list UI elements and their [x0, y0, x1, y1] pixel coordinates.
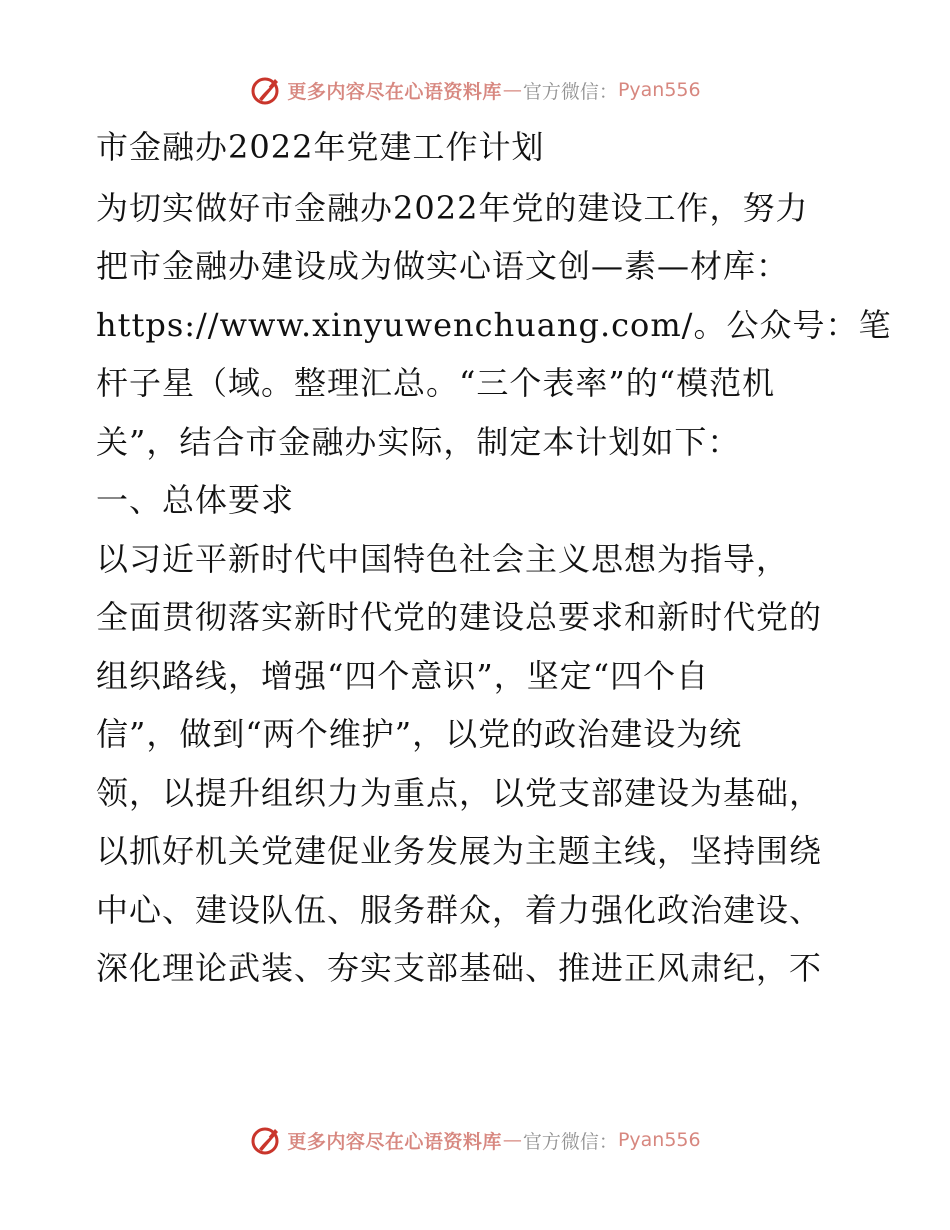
body-line: 领，以提升组织力为重点，以党支部建设为基础，: [96, 773, 823, 812]
body-line: 深化理论武装、夯实支部基础、推进正风肃纪，不: [96, 949, 823, 987]
body-line: 关”，结合市金融办实际，制定本计划如下：: [96, 422, 741, 461]
body-line: 以抓好机关党建促业务发展为主题主线，坚持围绕: [96, 832, 823, 870]
body-line: 以习近平新时代中国特色社会主义思想为指导，: [96, 539, 790, 578]
watermark-label: 官方微信：: [522, 80, 618, 103]
watermark-footer: [0, 1120, 950, 1160]
body-line: 中心、建设队伍、服务群众，着力强化政治建设、: [96, 890, 823, 929]
body-line: 杆子星（域。整理汇总。“三个表率”的“模范机: [96, 364, 776, 402]
quill-pen-logo-icon: [249, 1123, 283, 1157]
quill-pen-logo-icon: [249, 73, 283, 107]
body-line: 为切实做好市金融办2022年党的建设工作，努力: [96, 188, 809, 227]
watermark-dash: —: [502, 79, 522, 101]
body-line: 信”，做到“两个维护”，以党的政治建设为统: [96, 715, 743, 753]
section-heading: 一、总体要求: [96, 481, 295, 519]
body-line-url: https://www.xinyuwenchuang.com/。公众号：笔: [96, 305, 892, 344]
watermark-text: 更多内容尽在心语资料库: [287, 80, 502, 103]
body-line: 全面贯彻落实新时代党的建设总要求和新时代党的: [96, 598, 823, 636]
body-line: 把市金融办建设成为做实心语文创—素—材库：: [96, 247, 790, 285]
document-body: [96, 118, 892, 998]
document-title: 市金融办2022年党建工作计划: [96, 128, 545, 166]
watermark-header: [0, 70, 950, 110]
watermark-label: 官方微信：: [522, 1130, 618, 1153]
watermark-wechat-id: Pyan556: [617, 79, 701, 101]
watermark-text: 更多内容尽在心语资料库: [287, 1130, 502, 1153]
watermark-dash: —: [502, 1129, 522, 1151]
watermark-wechat-id: Pyan556: [617, 1129, 701, 1151]
body-line: 组织路线，增强“四个意识”，坚定“四个自: [96, 656, 710, 695]
